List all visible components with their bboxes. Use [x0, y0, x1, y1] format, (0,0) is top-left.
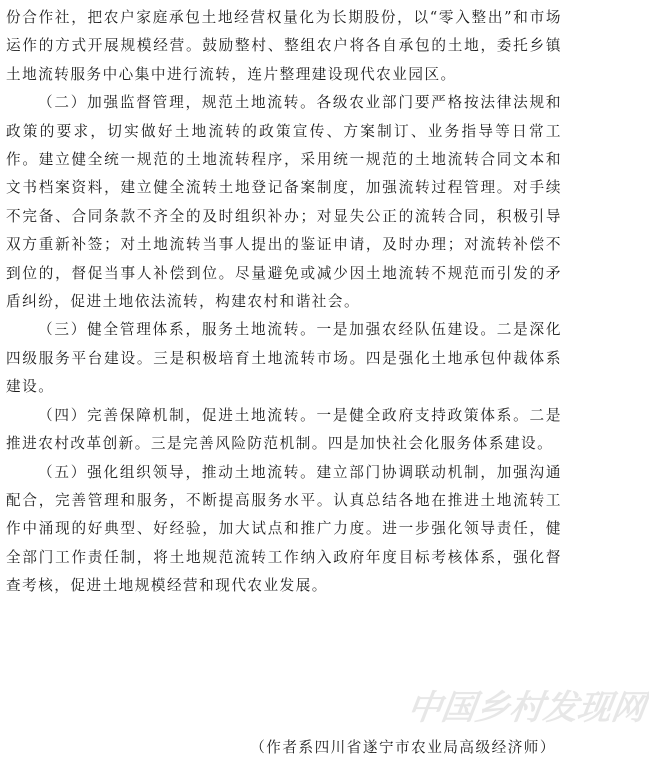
site-watermark: 中国乡村发现网	[404, 688, 649, 728]
paragraph-guarantee-mechanism: （四）完善保障机制，促进土地流转。一是健全政府支持政策体系。二是推进农村改革创新。三是完善风险防范机制。四是加快社会化服务体系建设。	[6, 406, 562, 453]
paragraph-leadership: （五）强化组织领导，推动土地流转。建立部门协调联动机制，加强沟通配合，完善管理和服务，不断提高服务水平。认真总结各地在推进土地流转工作中涌现的好典型、好经验，加大试点和推广力度。进一步强化领导责任，健全部门工作责任制，将土地规范流转工作纳入政府年度目标考核体系，强化督查考核，促进土地规模经营和现代农业发展。	[6, 463, 562, 595]
paragraph-management-system: （三）健全管理体系，服务土地流转。一是加强农经队伍建设。二是深化四级服务平台建设。三是积极培育土地流转市场。四是强化土地承包仲裁体系建设。	[6, 321, 562, 396]
paragraph-continuation: 份合作社，把农户家庭承包土地经营权量化为长期股份，以“零入整出”和市场运作的方式开展规模经营。鼓励整村、整组农户将各自承包的土地，委托乡镇土地流转服务中心集中进行流转，连片整理建设现代农业园区。	[6, 9, 562, 83]
document-body	[6, 4, 562, 601]
author-note: （作者系四川省遂宁市农业局高级经济师）	[250, 739, 556, 756]
paragraph-supervision: （二）加强监督管理，规范土地流转。各级农业部门要严格按法律法规和政策的要求，切实做好土地流转的政策宣传、方案制订、业务指导等日常工作。建立健全统一规范的土地流转程序，采用统一规范的土地流转合同文本和文书档案资料，建立健全流转土地登记备案制度，加强流转过程管理。对手续不完备、合同条款不齐全的及时组织补办；对显失公正的流转合同，积极引导双方重新补签；对土地流转当事人提出的鉴证申请，及时办理；对流转补偿不到位的，督促当事人补偿到位。尽量避免或减少因土地流转不规范而引发的矛盾纠纷，促进土地依法流转，构建农村和谐社会。	[6, 94, 562, 311]
